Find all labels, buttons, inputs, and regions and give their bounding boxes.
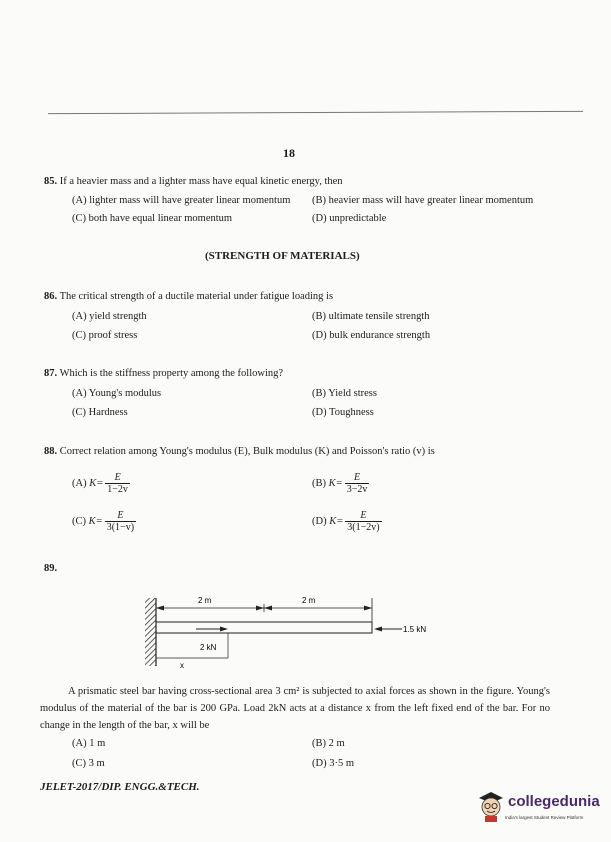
q86-option-a: (A) yield strength: [72, 311, 147, 322]
question-number: 86.: [44, 291, 58, 302]
q87-option-c: (C) Hardness: [72, 407, 128, 418]
q88-option-a: [72, 472, 130, 495]
option-label: (A): [72, 477, 87, 489]
fraction: [105, 472, 130, 495]
k-symbol: K=: [89, 477, 104, 489]
fixed-support: [145, 598, 156, 666]
question-text: If a heavier mass and a lighter mass have equal kinetic energy, then: [59, 176, 343, 187]
fraction: [345, 472, 370, 495]
option-label: (B): [312, 477, 326, 489]
distance-label: x: [180, 661, 184, 670]
option-label: (C): [72, 515, 86, 527]
denominator: 3(1−2v): [347, 522, 380, 533]
question-number: 85.: [44, 176, 58, 187]
q87-option-b: (B) Yield stress: [312, 388, 377, 399]
fraction: [105, 510, 136, 533]
q85-option-d: (D) unpredictable: [312, 213, 387, 224]
question-text: The critical strength of a ductile material under fatigue loading is: [59, 291, 334, 302]
k-symbol: K=: [88, 515, 103, 527]
length-label-2: 2 m: [302, 596, 316, 605]
question-number: 87.: [44, 368, 58, 379]
q85-option-b: (B) heavier mass will have greater linear momentum: [312, 195, 534, 206]
page-number: 18: [283, 146, 295, 160]
denominator: 3(1−v): [106, 522, 135, 533]
arrow-head: [364, 606, 372, 611]
denominator: 1−2v: [107, 484, 128, 495]
length-label-1: 2 m: [198, 596, 212, 605]
question-text: Correct relation among Young's modulus (E), Bulk modulus (K) and Poisson's ratio (v) is: [59, 446, 435, 457]
logo-tagline: India's largest Student Review Platform: [505, 815, 584, 820]
load-label-right: 1.5 kN: [403, 625, 427, 634]
question-89: [44, 563, 57, 574]
q89-paragraph: A prismatic steel bar having cross-sectional area 3 cm² is subjected to axial forces as shown in the figure. Young's modulus of the material of the bar is 200 GPa. Load 2kN acts at a distance x from the left fixed end of the bar. For no change in the length of the bar, x will be: [40, 686, 550, 731]
q86-option-d: (D) bulk endurance strength: [312, 330, 431, 341]
q89-option-a: (A) 1 m: [72, 738, 106, 749]
section-heading: (STRENGTH OF MATERIALS): [205, 250, 360, 262]
fraction: [345, 510, 381, 533]
logo-wordmark: collegedunia: [508, 793, 600, 810]
q88-option-d: [312, 510, 382, 533]
top-rule: [48, 111, 583, 114]
question-86: [44, 291, 333, 302]
numerator: E: [114, 472, 121, 483]
k-symbol: K=: [329, 515, 344, 527]
numerator: E: [353, 472, 361, 483]
arrow-head: [256, 606, 264, 611]
arrow-head: [264, 606, 272, 611]
question-85: [44, 176, 343, 187]
mascot-icon: [476, 789, 506, 823]
arrow-head: [374, 627, 382, 632]
q89-option-b: (B) 2 m: [312, 738, 345, 749]
q87-option-a: (A) Young's modulus: [72, 388, 162, 399]
q85-option-a: (A) lighter mass will have greater linear momentum: [72, 195, 291, 206]
q87-option-d: (D) Toughness: [312, 407, 374, 418]
question-88: [44, 446, 435, 457]
question-number: 89.: [44, 563, 58, 574]
arrow-head: [156, 606, 164, 611]
footer-exam-code: JELET-2017/DIP. ENGG.&TECH.: [40, 781, 200, 793]
question-text: Which is the stiffness property among the following?: [59, 368, 284, 379]
load-label-mid: 2 kN: [200, 643, 217, 652]
denominator: 3−2v: [346, 484, 368, 495]
question-number: 88.: [44, 446, 58, 457]
steel-bar: [156, 622, 372, 633]
k-symbol: K=: [328, 477, 343, 489]
q89-option-d: (D) 3·5 m: [312, 758, 354, 769]
numerator: E: [360, 510, 367, 521]
q88-option-b: [312, 472, 369, 495]
bar-figure: [140, 590, 440, 675]
q86-option-c: (C) proof stress: [72, 330, 138, 341]
arrow-head: [220, 627, 228, 632]
q89-option-c: (C) 3 m: [72, 758, 105, 769]
option-label: (D): [312, 515, 327, 527]
question-87: [44, 368, 283, 379]
q86-option-b: (B) ultimate tensile strength: [312, 311, 430, 322]
q85-option-c: (C) both have equal linear momentum: [72, 213, 233, 224]
numerator: E: [117, 510, 124, 521]
q88-option-c: [72, 510, 136, 533]
